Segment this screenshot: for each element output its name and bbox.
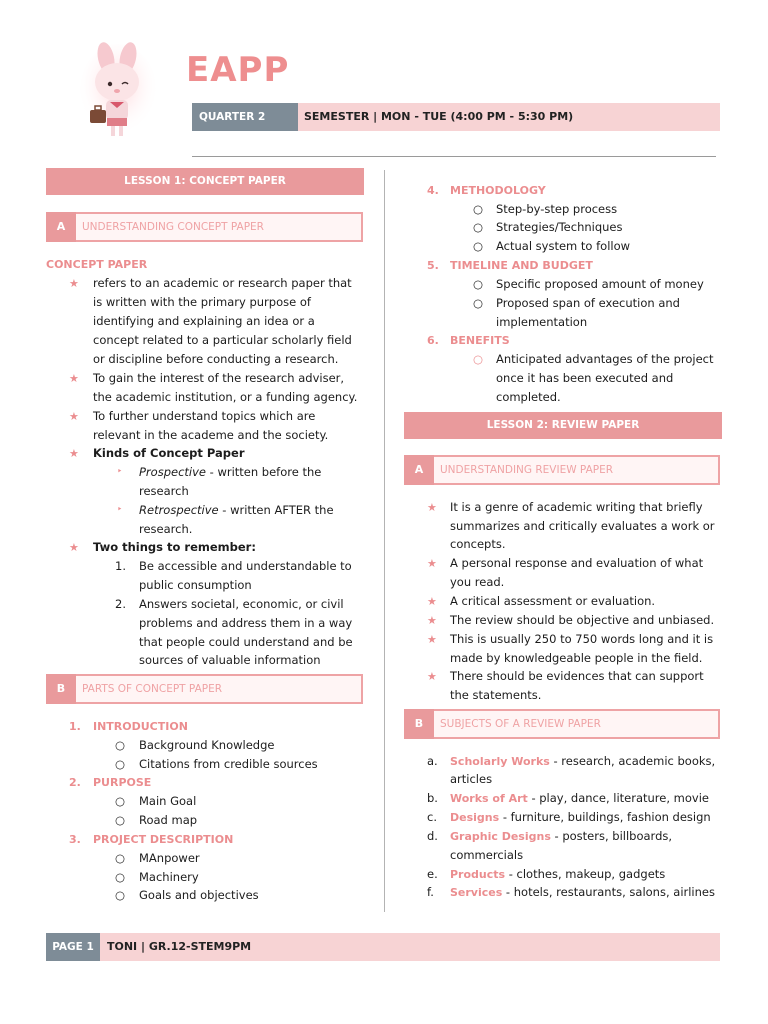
remember-line: public consumption — [139, 578, 252, 592]
author-label: TONI | GR.12-STEM9PM — [107, 940, 252, 953]
subject-item — [450, 752, 715, 771]
star-icon: ★ — [69, 277, 79, 290]
list-number: 2. — [115, 597, 126, 611]
part-item: Strategies/Techniques — [496, 220, 623, 234]
part-number: 1. — [69, 720, 81, 733]
part-item: Anticipated advantages of the project — [496, 352, 714, 366]
circle-bullet-icon: ○ — [115, 888, 126, 902]
kind-item-cont: research. — [139, 522, 193, 536]
circle-bullet-icon: ○ — [115, 870, 126, 884]
star-icon: ★ — [69, 541, 79, 554]
schedule-label: SEMESTER | MON - TUE (4:00 PM - 5:30 PM) — [304, 110, 574, 123]
section-b-header — [46, 674, 363, 704]
part-title: INTRODUCTION — [93, 720, 188, 733]
subject-desc: - furniture, buildings, fashion design — [499, 810, 711, 824]
section-label: PARTS OF CONCEPT PAPER — [82, 683, 223, 695]
star-icon: ★ — [427, 633, 437, 646]
subject-desc: - research, academic books, — [549, 754, 716, 768]
page-title: EAPP — [186, 50, 290, 90]
circle-bullet-icon: ○ — [115, 757, 126, 771]
bullet-line: concepts. — [450, 537, 506, 551]
bullet-line: This is usually 250 to 750 words long and it is — [450, 632, 714, 646]
kinds-heading: Kinds of Concept Paper — [93, 446, 245, 460]
part-number: 5. — [427, 259, 439, 272]
subject-item — [450, 808, 711, 827]
bullet-line: the academic institution, or a funding agency. — [93, 390, 358, 404]
bullet-line: It is a genre of academic writing that briefly — [450, 500, 703, 514]
part-item: once it has been executed and — [496, 371, 674, 385]
part-number: 4. — [427, 184, 439, 197]
subject-desc: - play, dance, literature, movie — [527, 791, 709, 805]
section-label: UNDERSTANDING CONCEPT PAPER — [82, 221, 264, 233]
triangle-bullet-icon: ‣ — [117, 467, 123, 477]
subject-term: Designs — [450, 811, 500, 824]
circle-bullet-icon: ○ — [473, 352, 484, 366]
lesson-1-banner: LESSON 1: CONCEPT PAPER — [46, 168, 364, 195]
list-number: 1. — [115, 559, 126, 573]
remember-line: that people could understand and be — [139, 635, 353, 649]
kind-desc: - written AFTER the — [218, 503, 334, 517]
section-b-header — [404, 709, 720, 739]
subject-item — [450, 883, 715, 902]
bullet-line: A critical assessment or evaluation. — [450, 594, 656, 608]
part-item: Step-by-step process — [496, 202, 618, 216]
section-letter: A — [404, 455, 434, 485]
subject-term: Services — [450, 886, 503, 899]
bullet-line: the statements. — [450, 688, 542, 702]
bullet-line: made by knowledgeable people in the field. — [450, 651, 703, 665]
bullet-line: you read. — [450, 575, 505, 589]
part-item: Proposed span of execution and — [496, 296, 680, 310]
subject-letter: b. — [427, 791, 438, 805]
subject-item-cont: commercials — [450, 848, 524, 862]
page-number: PAGE 1 — [46, 933, 100, 961]
section-a-header — [404, 455, 720, 485]
section-letter: A — [46, 212, 76, 242]
section-letter: B — [46, 674, 76, 704]
subject-letter: e. — [427, 867, 438, 881]
remember-line: sources of valuable information — [139, 653, 321, 667]
bullet-line: To gain the interest of the research adviser, — [93, 371, 345, 385]
star-icon: ★ — [69, 372, 79, 385]
circle-bullet-icon: ○ — [115, 738, 126, 752]
footer-bar — [46, 933, 720, 961]
quarter-label: QUARTER 2 — [192, 103, 298, 131]
circle-bullet-icon: ○ — [115, 813, 126, 827]
bullet-line: or discipline before conducting a research. — [93, 352, 339, 366]
part-title: PROJECT DESCRIPTION — [93, 833, 234, 846]
bullet-line: A personal response and evaluation of what — [450, 556, 704, 570]
section-letter: B — [404, 709, 434, 739]
part-item: Actual system to follow — [496, 239, 631, 253]
header-bar — [192, 103, 720, 131]
kind-term: Prospective — [139, 465, 206, 479]
subject-desc: - clothes, makeup, gadgets — [505, 867, 666, 881]
subject-term: Products — [450, 868, 506, 881]
bullet-line: concept related to a particular scholarly field — [93, 333, 352, 347]
part-item: completed. — [496, 390, 561, 404]
bullet-line: refers to an academic or research paper that — [93, 276, 352, 290]
part-number: 3. — [69, 833, 81, 846]
circle-bullet-icon: ○ — [473, 277, 484, 291]
subject-desc: - posters, billboards, — [550, 829, 673, 843]
kind-item — [139, 501, 334, 520]
part-item: Background Knowledge — [139, 738, 275, 752]
bullet-line: There should be evidences that can support — [450, 669, 704, 683]
mascot-illustration — [78, 40, 156, 144]
triangle-bullet-icon: ‣ — [117, 505, 123, 515]
bullet-line: identifying and explaining an idea or a — [93, 314, 315, 328]
subject-item — [450, 827, 672, 846]
kind-term: Retrospective — [139, 503, 219, 517]
star-icon: ★ — [427, 670, 437, 683]
star-icon: ★ — [427, 595, 437, 608]
kind-desc: - written before the — [205, 465, 322, 479]
remember-line: problems and address them in a way — [139, 616, 353, 630]
subject-letter: a. — [427, 754, 438, 768]
remember-heading: Two things to remember: — [93, 540, 256, 554]
bullet-line: To further understand topics which are — [93, 409, 316, 423]
subject-desc: - hotels, restaurants, salons, airlines — [502, 885, 715, 899]
part-item: implementation — [496, 315, 588, 329]
circle-bullet-icon: ○ — [473, 296, 484, 310]
star-icon: ★ — [427, 501, 437, 514]
star-icon: ★ — [427, 614, 437, 627]
section-label: UNDERSTANDING REVIEW PAPER — [440, 464, 614, 476]
part-item: Specific proposed amount of money — [496, 277, 704, 291]
kind-item — [139, 463, 321, 482]
subject-letter: f. — [427, 885, 434, 899]
bullet-line: is written with the primary purpose of — [93, 295, 311, 309]
remember-line: Be accessible and understandable to — [139, 559, 352, 573]
part-title: PURPOSE — [93, 776, 152, 789]
part-title: BENEFITS — [450, 334, 510, 347]
circle-bullet-icon: ○ — [115, 794, 126, 808]
subject-item — [450, 789, 709, 808]
bullet-line: The review should be objective and unbiased. — [450, 613, 715, 627]
subject-item — [450, 865, 665, 884]
star-icon: ★ — [69, 447, 79, 460]
section-label: SUBJECTS OF A REVIEW PAPER — [440, 718, 601, 730]
bullet-line: summarizes and critically evaluates a work or — [450, 519, 715, 533]
circle-bullet-icon: ○ — [473, 202, 484, 216]
subject-term: Scholarly Works — [450, 755, 550, 768]
part-item: Road map — [139, 813, 198, 827]
part-item: Goals and objectives — [139, 888, 259, 902]
remember-line: Answers societal, economic, or civil — [139, 597, 344, 611]
column-divider — [384, 170, 385, 912]
part-item: Machinery — [139, 870, 199, 884]
part-title: METHODOLOGY — [450, 184, 546, 197]
subject-letter: d. — [427, 829, 438, 843]
circle-bullet-icon: ○ — [473, 239, 484, 253]
part-item: Citations from credible sources — [139, 757, 318, 771]
concept-paper-heading: CONCEPT PAPER — [46, 258, 148, 271]
kind-item-cont: research — [139, 484, 189, 498]
subject-term: Works of Art — [450, 792, 528, 805]
part-number: 2. — [69, 776, 81, 789]
circle-bullet-icon: ○ — [473, 220, 484, 234]
subject-letter: c. — [427, 810, 437, 824]
part-item: Main Goal — [139, 794, 197, 808]
part-item: MAnpower — [139, 851, 200, 865]
circle-bullet-icon: ○ — [115, 851, 126, 865]
part-title: TIMELINE AND BUDGET — [450, 259, 593, 272]
star-icon: ★ — [427, 557, 437, 570]
section-a-header — [46, 212, 363, 242]
part-number: 6. — [427, 334, 439, 347]
header-divider — [192, 156, 716, 157]
star-icon: ★ — [69, 410, 79, 423]
subject-item-cont: articles — [450, 772, 493, 786]
lesson-2-banner: LESSON 2: REVIEW PAPER — [404, 412, 722, 439]
bullet-line: relevant in the academe and the society. — [93, 428, 329, 442]
subject-term: Graphic Designs — [450, 830, 551, 843]
